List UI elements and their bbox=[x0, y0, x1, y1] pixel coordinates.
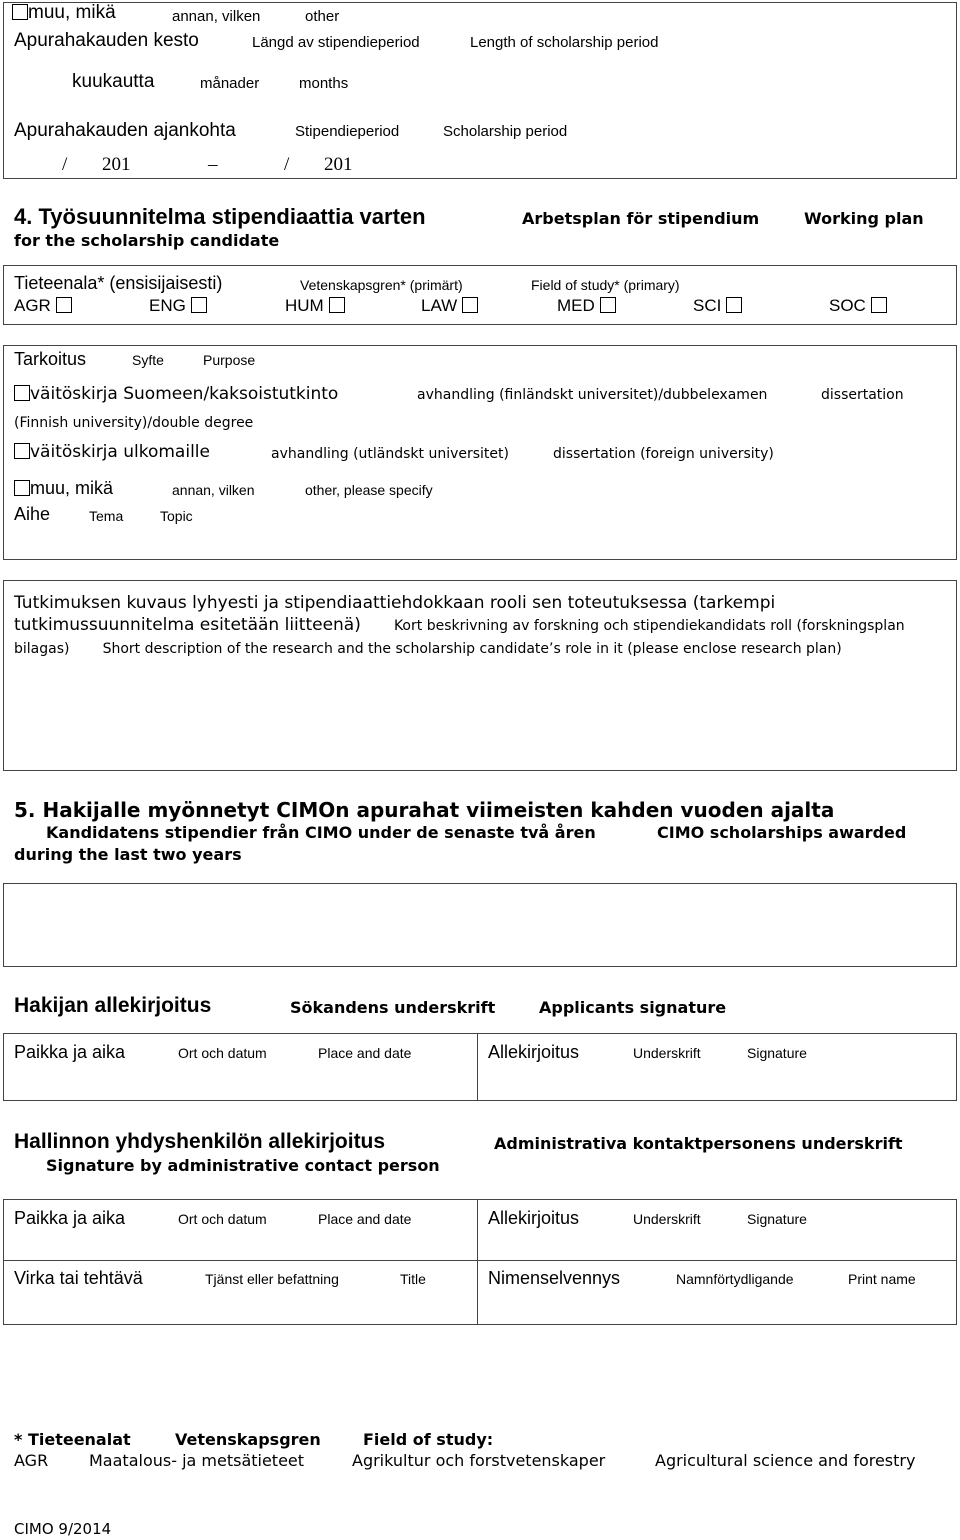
applicant-place-label-sv: Ort och datum bbox=[178, 1045, 267, 1061]
other-label-sv: annan, vilken bbox=[172, 8, 261, 25]
section4-title-fi: 4. Työsuunnitelma stipendiaattia varten bbox=[14, 204, 426, 229]
timing-label-en: Scholarship period bbox=[443, 123, 568, 140]
admin-sign-label-fi[interactable]: Allekirjoitus bbox=[488, 1208, 580, 1228]
section5-title-sv: Kandidatens stipendier från CIMO under de senaste två åren bbox=[46, 823, 596, 842]
admin-signature-box bbox=[3, 1199, 957, 1325]
admin-title-en: Signature by administrative contact person bbox=[46, 1156, 440, 1175]
section4-title-sv: Arbetsplan för stipendium bbox=[522, 209, 760, 228]
field-med[interactable]: MED bbox=[557, 296, 616, 316]
topic-label-fi: Aihe bbox=[14, 504, 51, 524]
timing-label-fi: Apurahakauden ajankohta bbox=[14, 120, 236, 141]
topic-label-sv: Tema bbox=[89, 508, 124, 524]
footnote-fi: Maatalous- ja metsätieteet bbox=[89, 1451, 305, 1470]
timing-label-sv: Stipendieperiod bbox=[295, 123, 400, 140]
admin-position-label-sv: Tjänst eller befattning bbox=[205, 1271, 339, 1287]
footnote-code: AGR bbox=[14, 1451, 49, 1470]
law-checkbox[interactable] bbox=[462, 297, 478, 313]
months-label-fi: kuukautta bbox=[72, 71, 155, 92]
footnote-sv: Agrikultur och forstvetenskaper bbox=[352, 1451, 606, 1470]
opt2-label-sv: avhandling (utländskt universitet) bbox=[271, 446, 509, 462]
period-label-en: Length of scholarship period bbox=[470, 34, 659, 51]
footnote-heading-fi: * Tieteenalat bbox=[14, 1430, 131, 1449]
section4-title-en: Working plan bbox=[804, 209, 924, 228]
opt1-label-en2: (Finnish university)/double degree bbox=[14, 415, 254, 431]
med-checkbox[interactable] bbox=[600, 297, 616, 313]
admin-place-label-sv: Ort och datum bbox=[178, 1211, 267, 1227]
admin-signature-vdivider bbox=[477, 1199, 478, 1325]
admin-place-label-fi[interactable]: Paikka ja aika bbox=[14, 1208, 126, 1228]
other-checkbox[interactable] bbox=[12, 4, 28, 20]
eng-checkbox[interactable] bbox=[191, 297, 207, 313]
hum-checkbox[interactable] bbox=[329, 297, 345, 313]
admin-sign-label-sv: Underskrift bbox=[633, 1211, 701, 1227]
field-sci[interactable]: SCI bbox=[693, 296, 742, 316]
cimo-scholarships-box[interactable] bbox=[3, 883, 957, 967]
opt1-label-en: dissertation bbox=[821, 387, 904, 403]
date-from[interactable]: / 201 bbox=[62, 154, 131, 175]
applicant-signature-box bbox=[3, 1033, 957, 1101]
section4-title-en2: for the scholarship candidate bbox=[14, 231, 280, 250]
field-soc[interactable]: SOC bbox=[829, 296, 887, 316]
period-label-fi: Apurahakauden kesto bbox=[14, 30, 199, 51]
field-agr[interactable]: AGR bbox=[14, 296, 72, 316]
admin-title-fi: Hallinnon yhdyshenkilön allekirjoitus bbox=[14, 1130, 386, 1153]
field-hum[interactable]: HUM bbox=[285, 296, 345, 316]
field-eng[interactable]: ENG bbox=[149, 296, 207, 316]
purpose-option-other[interactable]: muu, mikä bbox=[14, 478, 113, 499]
section5-title-en: CIMO scholarships awarded bbox=[657, 823, 907, 842]
applicant-sign-label-fi[interactable]: Allekirjoitus bbox=[488, 1042, 580, 1062]
footnote-en: Agricultural science and forestry bbox=[655, 1451, 916, 1470]
opt3-label-en: other, please specify bbox=[305, 482, 433, 498]
signature-title-fi: Hakijan allekirjoitus bbox=[14, 994, 212, 1017]
soc-checkbox[interactable] bbox=[871, 297, 887, 313]
topic-label-en: Topic bbox=[160, 508, 193, 524]
section5-title-en2: during the last two years bbox=[14, 845, 242, 864]
period-label-sv: Längd av stipendieperiod bbox=[252, 34, 420, 51]
admin-sign-label-en: Signature bbox=[747, 1211, 807, 1227]
signature-title-en: Applicants signature bbox=[539, 998, 727, 1017]
form-code: CIMO 9/2014 bbox=[14, 1520, 112, 1538]
sci-checkbox[interactable] bbox=[726, 297, 742, 313]
field-label-sv: Vetenskapsgren* (primärt) bbox=[300, 277, 463, 293]
date-to[interactable]: / 201 bbox=[284, 154, 353, 175]
purpose-other-checkbox[interactable] bbox=[14, 480, 30, 496]
purpose-label-en: Purpose bbox=[203, 352, 256, 368]
other-label-en: other bbox=[305, 8, 340, 25]
agr-checkbox[interactable] bbox=[56, 297, 72, 313]
signature-title-sv: Sökandens underskrift bbox=[290, 998, 496, 1017]
footnote-heading-en: Field of study: bbox=[363, 1430, 494, 1449]
date-dash: – bbox=[208, 154, 218, 175]
applicant-sign-label-sv: Underskrift bbox=[633, 1045, 701, 1061]
other-option[interactable]: muu, mikä bbox=[12, 2, 116, 24]
field-law[interactable]: LAW bbox=[421, 296, 478, 316]
opt1-label-sv: avhandling (finländskt universitet)/dubbelexamen bbox=[417, 387, 768, 403]
applicant-place-label-fi[interactable]: Paikka ja aika bbox=[14, 1042, 126, 1062]
abroad-checkbox[interactable] bbox=[14, 443, 30, 459]
months-label-sv: månader bbox=[200, 75, 260, 92]
admin-position-label-en: Title bbox=[400, 1271, 426, 1287]
opt2-label-en: dissertation (foreign university) bbox=[553, 446, 774, 462]
section5-title-fi: 5. Hakijalle myönnetyt CIMOn apurahat viimeisten kahden vuoden ajalta bbox=[14, 798, 835, 822]
admin-name-label-en: Print name bbox=[848, 1271, 916, 1287]
applicant-signature-divider bbox=[477, 1033, 478, 1101]
purpose-label-sv: Syfte bbox=[132, 352, 164, 368]
applicant-place-label-en: Place and date bbox=[318, 1045, 412, 1061]
footnote-heading-sv: Vetenskapsgren bbox=[175, 1430, 321, 1449]
purpose-option-abroad[interactable]: väitöskirja ulkomaille bbox=[14, 442, 210, 462]
field-label-en: Field of study* (primary) bbox=[531, 277, 680, 293]
research-description-text: Tutkimuksen kuvaus lyhyesti ja stipendiaattiehdokkaan rooli sen toteutuksessa (tarkempi tutkimussuunnitelma esitetään liitteenä) Kort beskrivning av forskning och stipendiekandidats roll (forskningsplan bilagas) Short description of the research and the scholarship candidate’s role in it (please enclose research plan) bbox=[14, 593, 905, 657]
admin-title-sv: Administrativa kontaktpersonens underskrift bbox=[494, 1134, 903, 1153]
applicant-sign-label-en: Signature bbox=[747, 1045, 807, 1061]
purpose-label-fi: Tarkoitus bbox=[14, 349, 87, 369]
admin-signature-hdivider bbox=[3, 1260, 957, 1261]
admin-name-label-fi[interactable]: Nimenselvennys bbox=[488, 1268, 621, 1288]
months-label-en: months bbox=[299, 75, 349, 92]
opt3-label-sv: annan, vilken bbox=[172, 482, 255, 498]
field-label-fi: Tieteenala* (ensisijaisesti) bbox=[14, 273, 223, 293]
purpose-option-finland[interactable]: väitöskirja Suomeen/kaksoistutkinto bbox=[14, 384, 338, 404]
admin-position-label-fi[interactable]: Virka tai tehtävä bbox=[14, 1268, 143, 1288]
admin-name-label-sv: Namnförtydligande bbox=[676, 1271, 794, 1287]
finland-checkbox[interactable] bbox=[14, 385, 30, 401]
admin-place-label-en: Place and date bbox=[318, 1211, 412, 1227]
